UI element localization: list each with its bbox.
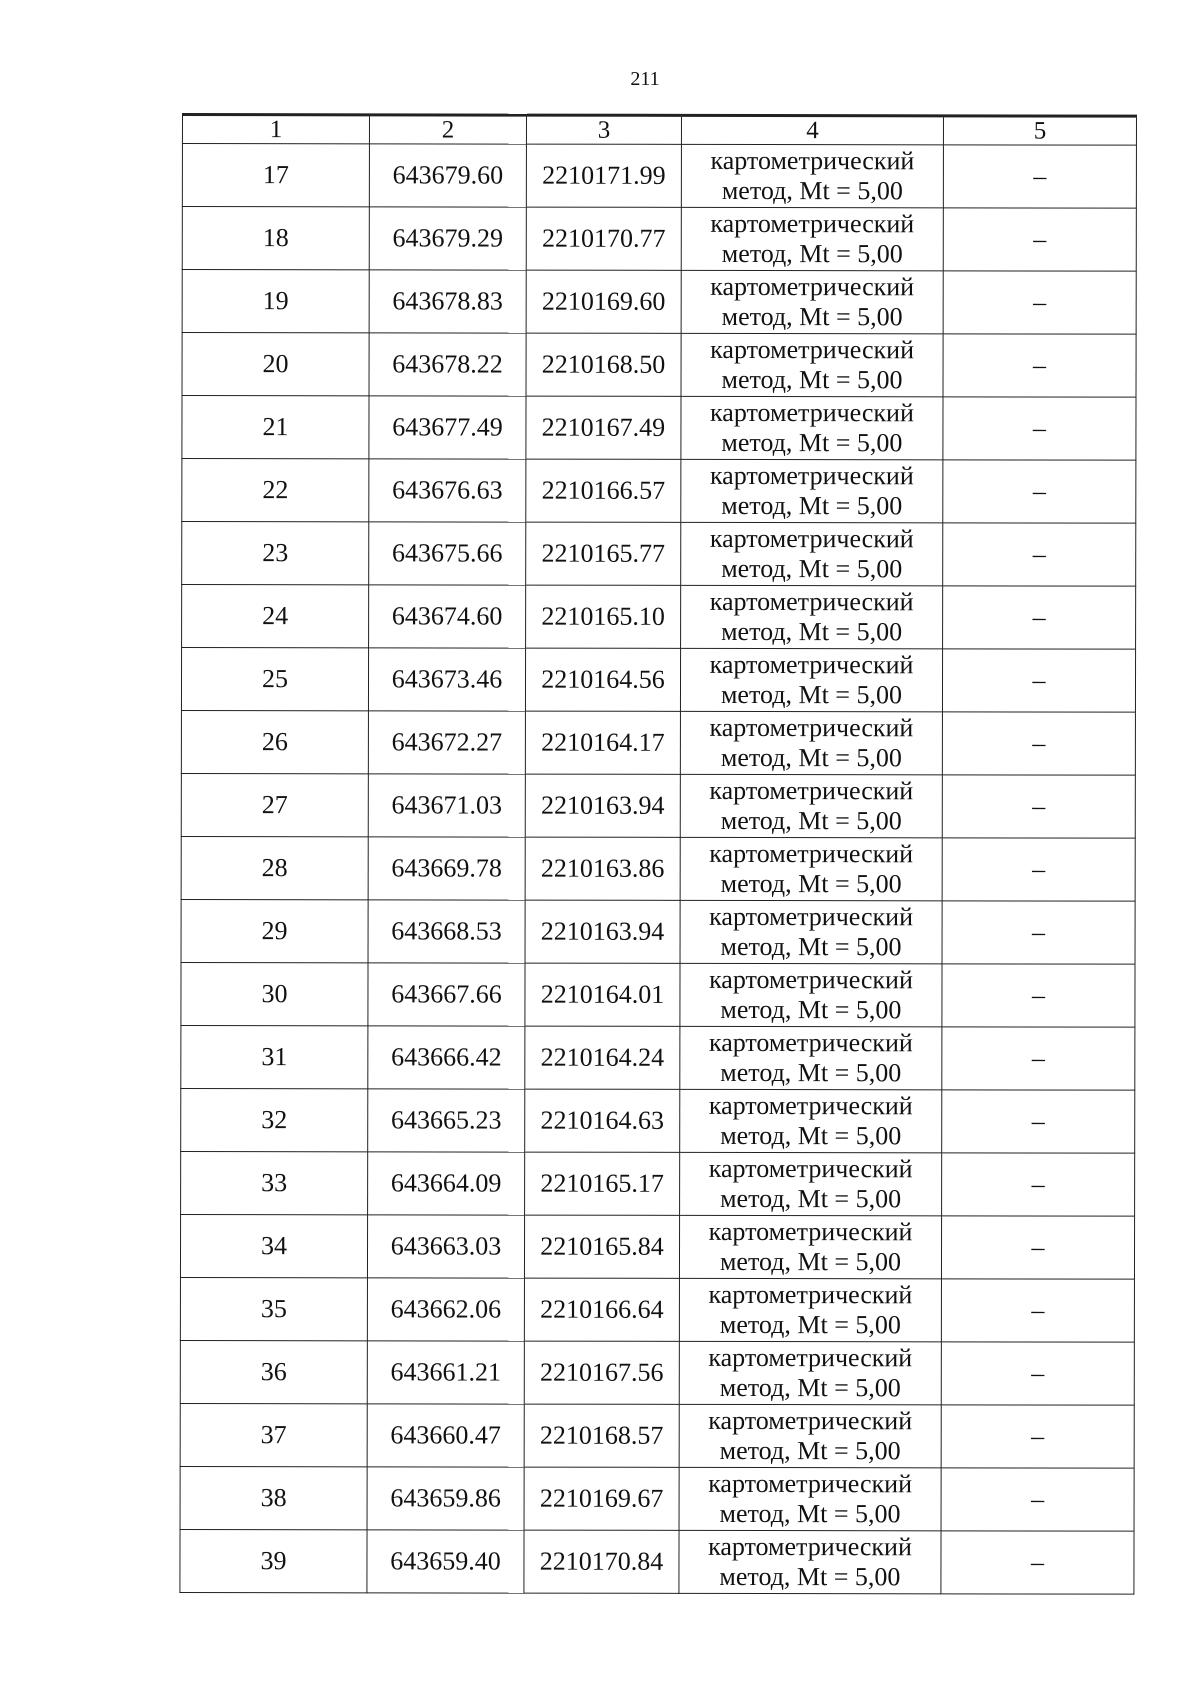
method-accuracy: метод, Mt = 5,00: [719, 1435, 901, 1466]
method-name: картометрический: [708, 1216, 913, 1247]
x-coordinate-cell: 643673.46: [368, 648, 525, 711]
table-row: [182, 333, 1136, 398]
column-header-2: 2: [369, 115, 526, 144]
method-cell: [680, 900, 942, 963]
note-cell: –: [942, 775, 1135, 838]
point-number-cell: 37: [180, 1403, 367, 1466]
y-coordinate-cell: 2210164.17: [525, 711, 680, 774]
method-name: картометрический: [709, 712, 914, 743]
table-row: [182, 585, 1136, 650]
x-coordinate-cell: 643662.06: [367, 1278, 524, 1341]
x-coordinate-cell: 643672.27: [368, 711, 525, 774]
point-number-cell: 29: [181, 899, 368, 962]
table-row: [182, 270, 1136, 335]
method-accuracy: метод, Mt = 5,00: [721, 616, 903, 647]
point-number-cell: 19: [182, 270, 369, 333]
method-name: картометрический: [709, 523, 914, 554]
point-number-cell: 26: [181, 710, 368, 773]
y-coordinate-cell: 2210164.56: [525, 648, 680, 711]
method-cell: [681, 333, 943, 396]
point-number-cell: 30: [181, 962, 368, 1025]
method-name: картометрический: [709, 649, 914, 680]
y-coordinate-cell: 2210164.01: [525, 963, 680, 1026]
point-number-cell: 31: [181, 1025, 368, 1088]
method-accuracy: метод, Mt = 5,00: [721, 490, 903, 521]
note-cell: –: [943, 460, 1136, 523]
method-accuracy: метод, Mt = 5,00: [719, 1561, 901, 1592]
method-name: картометрический: [708, 1405, 913, 1436]
table-row: [181, 899, 1135, 964]
table-row: [180, 1403, 1134, 1468]
x-coordinate-cell: 643668.53: [368, 900, 525, 963]
table-header: [182, 115, 1136, 146]
method-cell: [680, 1152, 942, 1215]
coordinates-table: [179, 113, 1137, 1595]
note-cell: –: [942, 649, 1135, 712]
x-coordinate-cell: 643661.21: [367, 1341, 524, 1404]
method-cell: [679, 1341, 941, 1404]
table-row: [181, 836, 1135, 901]
method-accuracy: метод, Mt = 5,00: [719, 1498, 901, 1529]
note-cell: –: [943, 523, 1136, 586]
method-accuracy: метод, Mt = 5,00: [720, 868, 902, 899]
table-row: [181, 1151, 1135, 1216]
note-cell: –: [941, 1531, 1134, 1594]
method-cell: [680, 1089, 942, 1152]
point-number-cell: 23: [182, 522, 369, 585]
method-name: картометрический: [708, 1342, 913, 1373]
x-coordinate-cell: 643674.60: [369, 585, 526, 648]
point-number-cell: 33: [181, 1151, 368, 1214]
point-number-cell: 32: [181, 1088, 368, 1151]
method-name: картометрический: [709, 460, 914, 491]
method-accuracy: метод, Mt = 5,00: [720, 1120, 902, 1151]
method-name: картометрический: [709, 775, 914, 806]
point-number-cell: 28: [181, 836, 368, 899]
table-row: [181, 773, 1135, 838]
method-cell: [679, 1215, 941, 1278]
y-coordinate-cell: 2210164.24: [525, 1026, 680, 1089]
table-row: [180, 1277, 1134, 1342]
y-coordinate-cell: 2210166.57: [526, 459, 681, 522]
table-row: [180, 1214, 1134, 1279]
note-cell: –: [943, 586, 1136, 649]
method-cell: [679, 1530, 941, 1593]
table-row: [182, 459, 1136, 524]
method-accuracy: метод, Mt = 5,00: [721, 427, 903, 458]
method-name: картометрический: [708, 1531, 912, 1562]
point-number-cell: 20: [182, 333, 369, 396]
x-coordinate-cell: 643659.40: [367, 1530, 524, 1593]
method-accuracy: метод, Mt = 5,00: [721, 175, 903, 206]
table-row: [181, 962, 1135, 1027]
table-body: [180, 144, 1137, 1595]
y-coordinate-cell: 2210169.60: [526, 270, 681, 333]
method-cell: [680, 774, 942, 837]
x-coordinate-cell: 643659.86: [367, 1467, 524, 1530]
table-row: [181, 1088, 1135, 1153]
note-cell: –: [941, 1468, 1134, 1531]
method-name: картометрический: [710, 397, 914, 428]
point-number-cell: 38: [180, 1466, 367, 1529]
note-cell: –: [942, 964, 1135, 1027]
method-cell: [680, 711, 942, 774]
column-header-4: 4: [681, 115, 943, 144]
y-coordinate-cell: 2210168.50: [526, 333, 681, 396]
y-coordinate-cell: 2210170.84: [524, 1530, 679, 1593]
point-number-cell: 18: [182, 207, 369, 270]
point-number-cell: 24: [182, 585, 369, 648]
method-name: картометрический: [708, 1027, 913, 1058]
y-coordinate-cell: 2210164.63: [525, 1089, 680, 1152]
table-row: [181, 710, 1135, 775]
table-row: [182, 144, 1136, 209]
y-coordinate-cell: 2210165.77: [526, 522, 681, 585]
x-coordinate-cell: 643667.66: [368, 963, 525, 1026]
x-coordinate-cell: 643665.23: [368, 1089, 525, 1152]
method-accuracy: метод, Mt = 5,00: [720, 805, 902, 836]
x-coordinate-cell: 643677.49: [369, 396, 526, 459]
y-coordinate-cell: 2210167.56: [524, 1341, 679, 1404]
method-accuracy: метод, Mt = 5,00: [720, 1057, 902, 1088]
method-name: картометрический: [710, 208, 915, 239]
method-name: картометрический: [708, 1279, 913, 1310]
x-coordinate-cell: 643671.03: [368, 774, 525, 837]
note-cell: –: [942, 901, 1135, 964]
point-number-cell: 39: [180, 1529, 367, 1592]
method-name: картометрический: [709, 586, 914, 617]
table-row: [180, 1466, 1134, 1531]
method-cell: [680, 648, 942, 711]
method-name: картометрический: [708, 1153, 913, 1184]
note-cell: –: [942, 1027, 1135, 1090]
x-coordinate-cell: 643679.29: [369, 207, 526, 270]
method-accuracy: метод, Mt = 5,00: [719, 1246, 902, 1277]
x-coordinate-cell: 643666.42: [368, 1026, 525, 1089]
y-coordinate-cell: 2210165.10: [526, 585, 681, 648]
method-cell: [679, 1404, 941, 1467]
point-number-cell: 27: [181, 773, 368, 836]
x-coordinate-cell: 643679.60: [369, 144, 526, 207]
page-number: 211: [630, 68, 660, 90]
method-cell: [680, 963, 942, 1026]
x-coordinate-cell: 643663.03: [367, 1215, 524, 1278]
note-cell: –: [943, 271, 1136, 334]
method-cell: [679, 1278, 941, 1341]
method-accuracy: метод, Mt = 5,00: [721, 553, 903, 584]
y-coordinate-cell: 2210169.67: [524, 1467, 679, 1530]
x-coordinate-cell: 643676.63: [369, 459, 526, 522]
column-header-5: 5: [943, 116, 1136, 145]
table-row: [181, 648, 1135, 713]
note-cell: –: [943, 334, 1136, 397]
point-number-cell: 36: [180, 1340, 367, 1403]
table-row: [180, 1529, 1134, 1594]
note-cell: –: [941, 1279, 1134, 1342]
method-cell: [681, 144, 943, 207]
note-cell: –: [942, 712, 1135, 775]
method-accuracy: метод, Mt = 5,00: [720, 994, 902, 1025]
method-cell: [679, 1467, 941, 1530]
point-number-cell: 34: [180, 1214, 367, 1277]
point-number-cell: 25: [181, 648, 368, 711]
method-accuracy: метод, Mt = 5,00: [720, 931, 902, 962]
y-coordinate-cell: 2210171.99: [526, 144, 681, 207]
method-accuracy: метод, Mt = 5,00: [720, 679, 903, 710]
method-name: картометрический: [709, 901, 914, 932]
y-coordinate-cell: 2210165.17: [525, 1152, 680, 1215]
point-number-cell: 17: [182, 144, 369, 207]
method-name: картометрический: [710, 334, 915, 365]
method-cell: [680, 837, 942, 900]
note-cell: –: [943, 145, 1136, 208]
column-header-1: 1: [182, 115, 369, 144]
method-accuracy: метод, Mt = 5,00: [721, 364, 903, 395]
point-number-cell: 21: [182, 396, 369, 459]
method-cell: [681, 459, 943, 522]
y-coordinate-cell: 2210163.94: [525, 774, 680, 837]
method-name: картометрический: [708, 1090, 913, 1121]
x-coordinate-cell: 643675.66: [369, 522, 526, 585]
x-coordinate-cell: 643669.78: [368, 837, 525, 900]
note-cell: –: [943, 208, 1136, 271]
note-cell: –: [941, 1342, 1134, 1405]
x-coordinate-cell: 643678.22: [369, 333, 526, 396]
method-cell: [681, 585, 943, 648]
method-name: картометрический: [709, 838, 914, 869]
y-coordinate-cell: 2210165.84: [524, 1215, 679, 1278]
note-cell: –: [941, 1216, 1134, 1279]
x-coordinate-cell: 643660.47: [367, 1404, 524, 1467]
method-cell: [681, 396, 943, 459]
method-accuracy: метод, Mt = 5,00: [719, 1309, 901, 1340]
method-cell: [680, 1026, 942, 1089]
column-header-3: 3: [526, 115, 681, 144]
method-name: картометрический: [708, 1468, 913, 1499]
method-accuracy: метод, Mt = 5,00: [721, 238, 903, 269]
note-cell: –: [942, 838, 1135, 901]
y-coordinate-cell: 2210163.86: [525, 837, 680, 900]
table-row: [180, 1340, 1134, 1405]
method-name: картометрический: [709, 964, 913, 995]
method-cell: [681, 270, 943, 333]
note-cell: –: [941, 1405, 1134, 1468]
table-row: [182, 522, 1136, 587]
point-number-cell: 35: [180, 1277, 367, 1340]
y-coordinate-cell: 2210168.57: [524, 1404, 679, 1467]
table-row: [182, 207, 1136, 272]
y-coordinate-cell: 2210163.94: [525, 900, 680, 963]
method-accuracy: метод, Mt = 5,00: [719, 1372, 901, 1403]
x-coordinate-cell: 643664.09: [368, 1152, 525, 1215]
x-coordinate-cell: 643678.83: [369, 270, 526, 333]
method-name: картометрический: [710, 145, 915, 176]
header-row: [182, 115, 1136, 146]
method-name: картометрический: [710, 271, 915, 302]
point-number-cell: 22: [182, 459, 369, 522]
method-accuracy: метод, Mt = 5,00: [720, 742, 902, 773]
method-accuracy: метод, Mt = 5,00: [720, 1183, 902, 1214]
method-cell: [681, 207, 943, 270]
note-cell: –: [942, 1153, 1135, 1216]
note-cell: –: [942, 1090, 1135, 1153]
y-coordinate-cell: 2210170.77: [526, 207, 681, 270]
note-cell: –: [943, 397, 1136, 460]
y-coordinate-cell: 2210167.49: [526, 396, 681, 459]
method-accuracy: метод, Mt = 5,00: [721, 301, 903, 332]
table-row: [181, 1025, 1135, 1090]
y-coordinate-cell: 2210166.64: [524, 1278, 679, 1341]
table-row: [182, 396, 1136, 461]
method-cell: [681, 522, 943, 585]
